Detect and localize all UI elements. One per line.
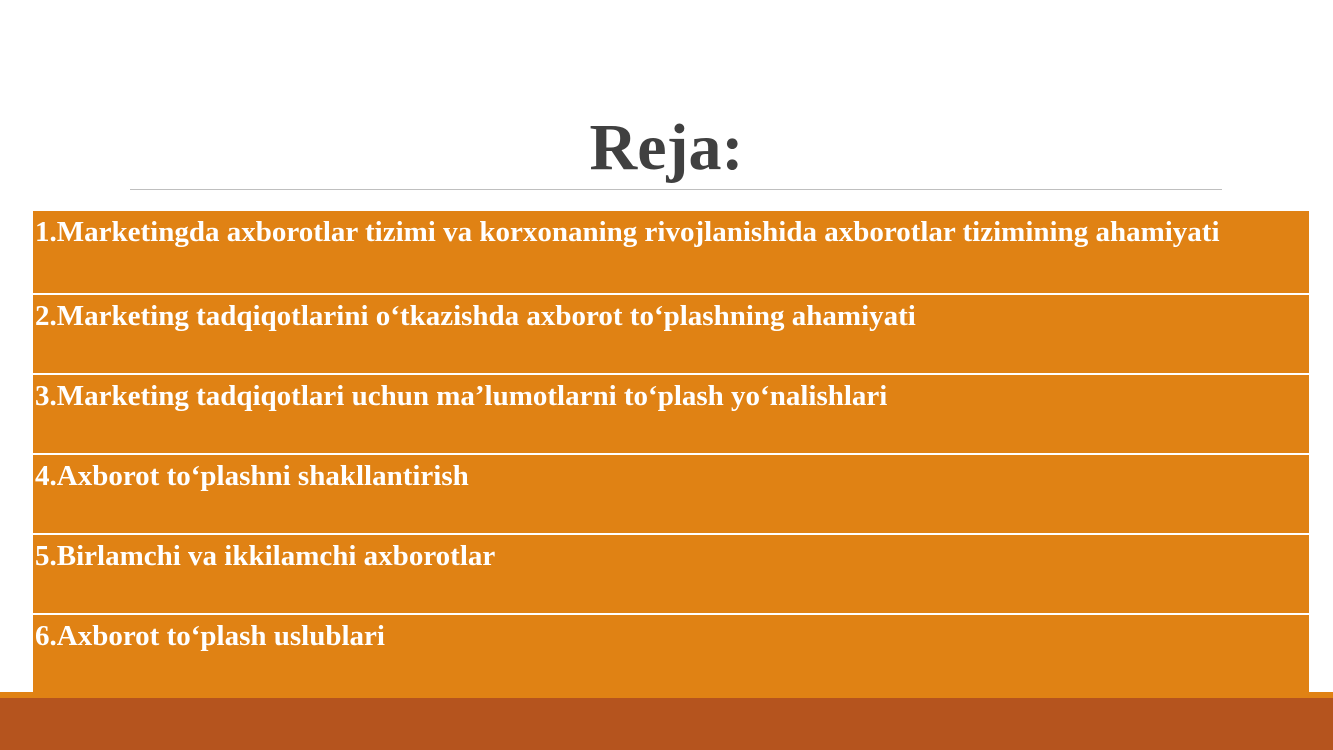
plan-item-2: 2.Marketing tadqiqotlarini o‘tkazishda axborot to‘plashning ahamiyati [33,295,1309,375]
bottom-band-accent [0,692,1333,698]
plan-item-6: 6.Axborot to‘plash uslublari [33,615,1309,695]
plan-table [33,211,1309,695]
plan-item-3: 3.Marketing tadqiqotlari uchun ma’lumotlarni to‘plash yo‘nalishlari [33,375,1309,455]
slide-title: Reja: [589,111,744,184]
title-divider [130,189,1222,190]
plan-item-5: 5.Birlamchi va ikkilamchi axborotlar [33,535,1309,615]
bottom-band [0,692,1333,750]
plan-item-4: 4.Axborot to‘plashni shakllantirish [33,455,1309,535]
plan-item-1: 1.Marketingda axborotlar tizimi va korxonaning rivojlanishida axborotlar tizimining ahamiyati [33,211,1309,295]
